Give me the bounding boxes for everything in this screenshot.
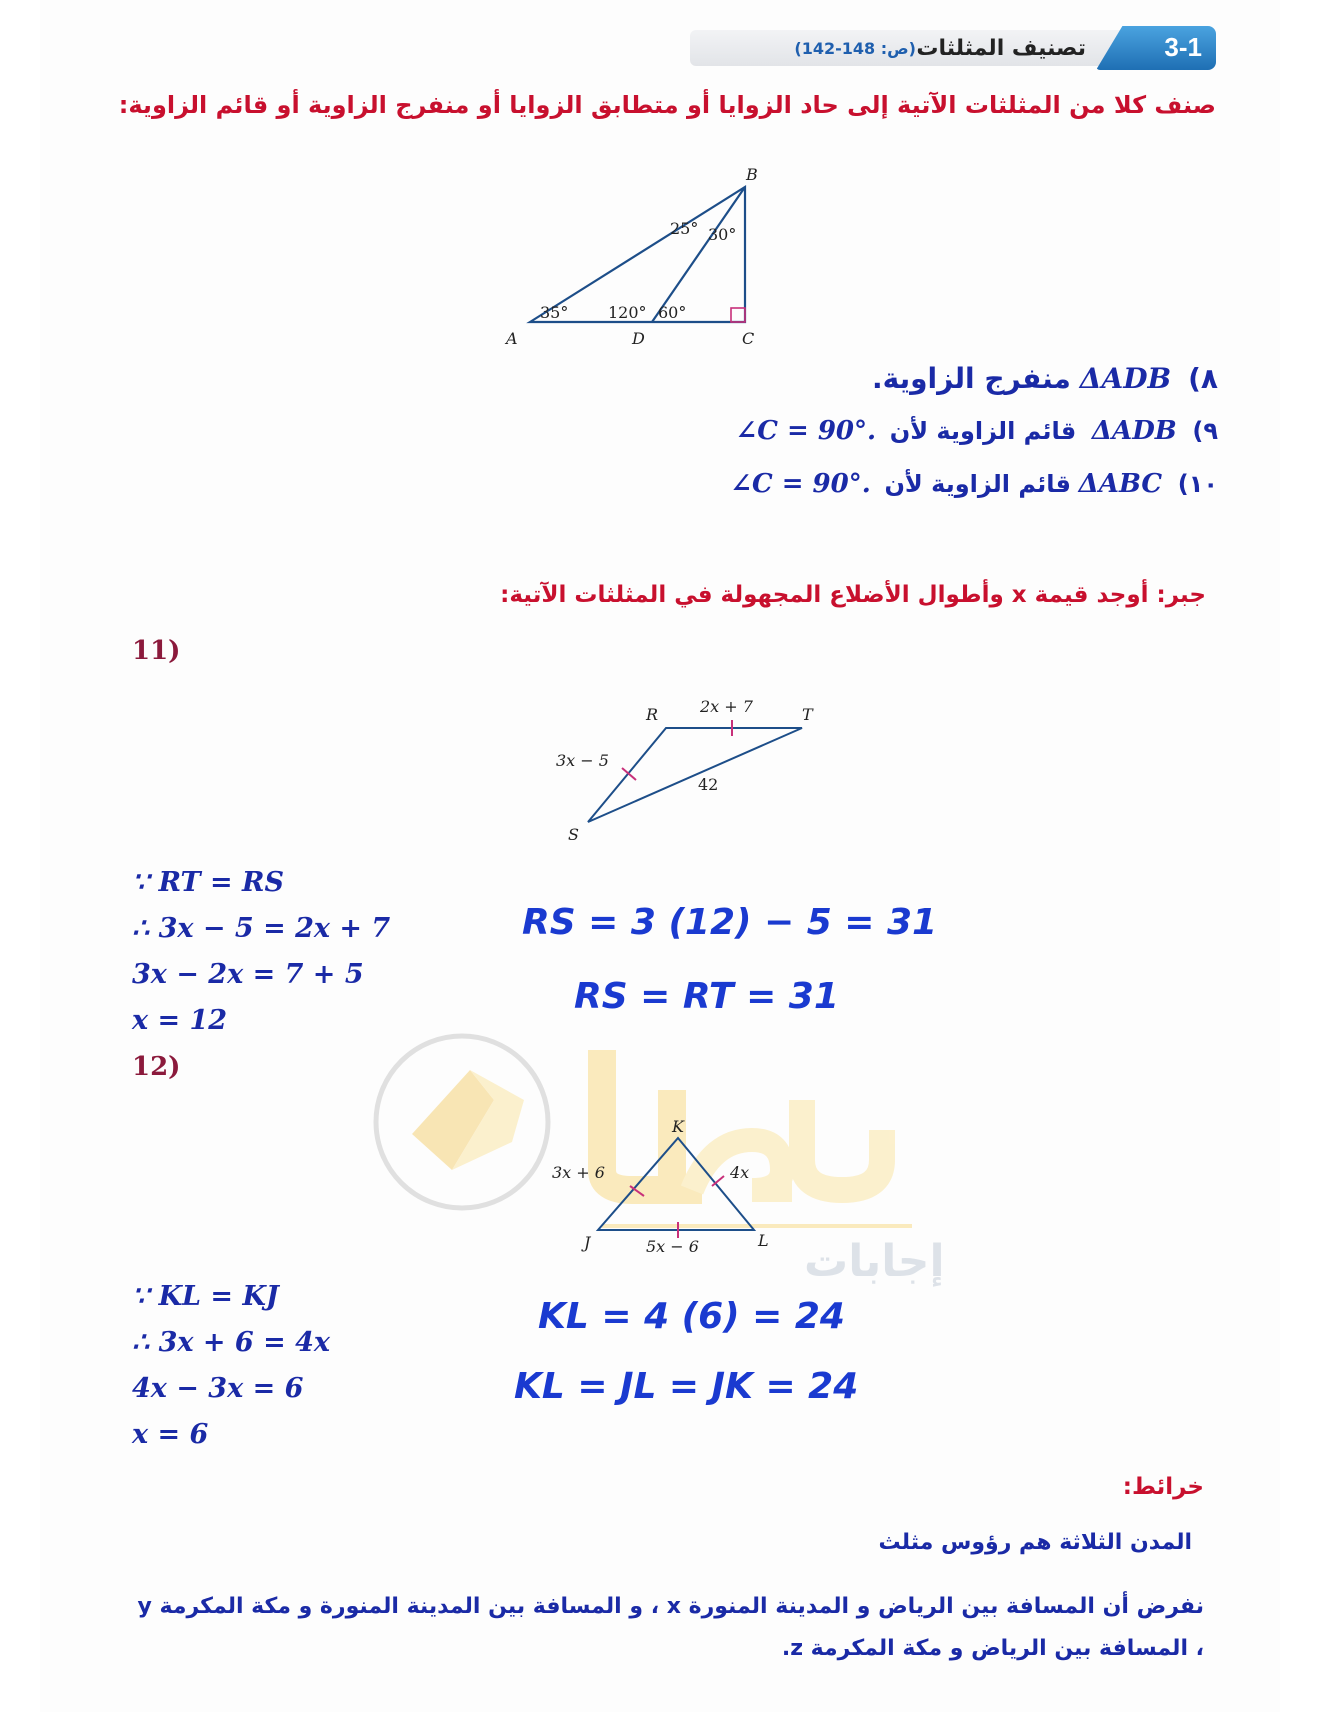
answer-10-text: قائم الزاوية لأن <box>884 470 1071 498</box>
angle-a-label: 35° <box>540 303 569 322</box>
problem-11-step-2: ∴ 3x − 5 = 2x + 7 <box>132 913 391 944</box>
problem-12-step-1: ∵ KL = KJ <box>132 1281 279 1312</box>
vertex-b-label: B <box>746 165 758 184</box>
problem-12-label: 12) <box>132 1052 181 1082</box>
answer-10-math: ∠C = 90°. <box>730 469 871 499</box>
problem-11-steps <box>132 860 390 1044</box>
answer-8-text: منفرج الزاوية. <box>871 362 1071 395</box>
angle-dbc-label: 30° <box>708 225 737 244</box>
side-jl-label: 5x − 6 <box>646 1237 699 1256</box>
vertex-d-label: D <box>632 329 645 348</box>
answer-9-number: ٩) <box>1192 417 1218 445</box>
problem-12-step-2: ∴ 3x + 6 = 4x <box>132 1327 330 1358</box>
algebra-instruction: جبر: أوجد قيمة x وأطوال الأضلاع المجهولة في المثلثات الآتية: <box>500 582 1206 608</box>
side-rt-label: 2x + 7 <box>700 697 753 716</box>
maps-line-1: المدن الثلاثة هم رؤوس مثلث <box>878 1530 1192 1555</box>
vertex-s-label: S <box>568 825 579 844</box>
answer-10 <box>730 469 1218 499</box>
figure-triangle-abc <box>506 165 840 352</box>
classify-instruction: صنف كلا من المثلثات الآتية إلى حاد الزوايا أو متطابق الزوايا أو منفرج الزاوية أو قائم الزاوية: <box>118 91 1216 119</box>
figure-triangle-rst <box>540 690 840 850</box>
lesson-header <box>690 26 1216 70</box>
maps-line-2: نفرض أن المسافة بين الرياض و المدينة المنورة x ، و المسافة بين المدينة المنورة و مكة المكرمة y ، المسافة بين الرياض و مكة المكرمة z. <box>137 1594 1204 1661</box>
answer-9 <box>735 416 1218 446</box>
problem-12-step-4: x = 6 <box>132 1419 209 1450</box>
problem-11-label: 11) <box>132 636 181 666</box>
vertex-k-label: K <box>672 1117 684 1136</box>
answer-9-triangle: ΔADB <box>1091 416 1177 446</box>
problem-11-result-1: RS = 3 (12) − 5 = 31 <box>522 902 938 943</box>
problem-12-step-3: 4x − 3x = 6 <box>132 1373 304 1404</box>
problem-12-steps <box>132 1274 330 1458</box>
vertex-c-label: C <box>742 329 755 348</box>
side-jk-label: 3x + 6 <box>552 1163 605 1182</box>
lesson-number: 3-1 <box>1164 32 1202 62</box>
vertex-l-label: L <box>758 1231 769 1250</box>
figure-triangle-jkl <box>546 1106 806 1256</box>
angle-abd-label: 25° <box>670 219 699 238</box>
watermark-text: إجابات <box>804 1236 945 1287</box>
answer-10-number: ١٠) <box>1177 470 1218 498</box>
answer-10-triangle: ΔABC <box>1078 469 1163 499</box>
vertex-a-label: A <box>506 329 518 348</box>
vertex-t-label: T <box>802 705 813 724</box>
answer-9-math: ∠C = 90°. <box>735 416 877 446</box>
side-kl-label: 4x <box>730 1163 750 1182</box>
side-rs-label: 3x − 5 <box>556 751 609 770</box>
answer-8-triangle: ΔADB <box>1079 362 1172 395</box>
problem-11-step-3: 3x − 2x = 7 + 5 <box>132 959 364 990</box>
side-st-label: 42 <box>698 775 719 794</box>
problem-11-step-4: x = 12 <box>132 1005 228 1036</box>
angle-bdc-label: 60° <box>658 303 687 322</box>
angle-adb-label: 120° <box>608 303 647 322</box>
answer-9-text: قائم الزاوية لأن <box>889 417 1077 445</box>
maps-heading: خرائط: <box>1122 1474 1204 1500</box>
problem-11-result-2: RS = RT = 31 <box>574 976 839 1017</box>
vertex-j-label: J <box>584 1233 591 1252</box>
problem-11-step-1: ∵ RT = RS <box>132 867 284 898</box>
vertex-r-label: R <box>646 705 659 724</box>
lesson-pages: (ص: 148-142) <box>794 39 916 58</box>
answer-8-number: ٨) <box>1188 362 1218 395</box>
answer-8 <box>872 362 1218 395</box>
lesson-title: تصنيف المثلثات <box>916 36 1086 61</box>
problem-12-result-2: KL = JL = JK = 24 <box>514 1366 859 1407</box>
problem-12-result-1: KL = 4 (6) = 24 <box>538 1296 845 1337</box>
